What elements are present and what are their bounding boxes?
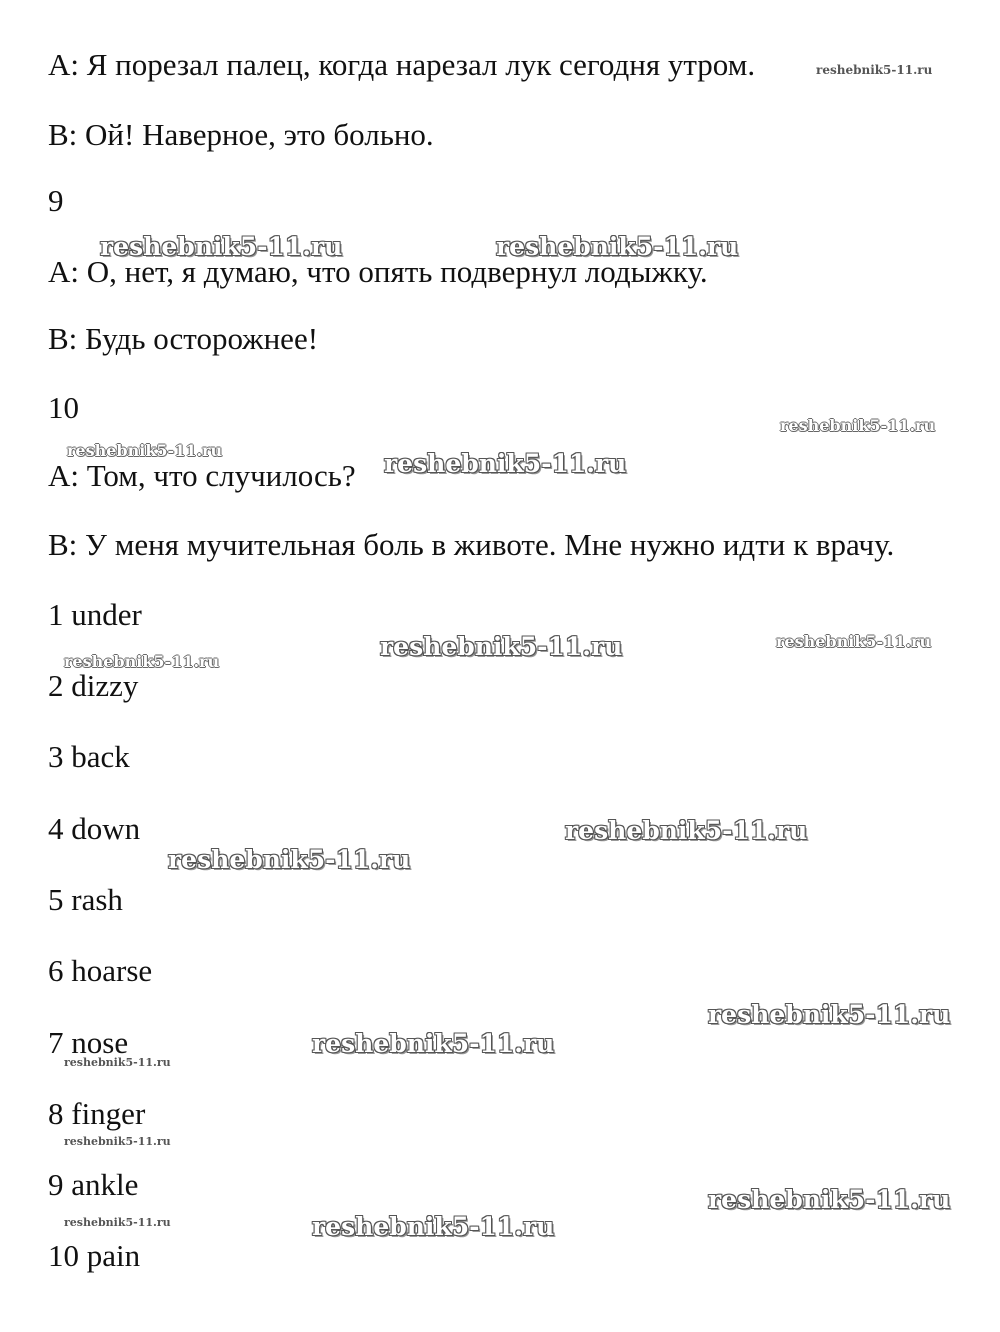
dialog-9-line-b: B: Будь осторожнее!: [48, 321, 319, 356]
dialog-10-line-a: A: Том, что случилось?: [48, 458, 356, 493]
watermark: reshebnik5-11.ru: [565, 816, 808, 845]
watermark: reshebnik5-11.ru: [776, 632, 932, 651]
watermark: reshebnik5-11.ru: [312, 1212, 555, 1241]
dialog-10-line-b: B: У меня мучительная боль в животе. Мне нужно идти к врачу.: [48, 527, 895, 562]
watermark: reshebnik5-11.ru: [708, 1000, 951, 1029]
watermark: reshebnik5-11.ru: [708, 1185, 951, 1214]
answer-item: 7 nose: [48, 1025, 129, 1060]
answer-item: 6 hoarse: [48, 953, 153, 988]
dialog-8-line-a: A: Я порезал палец, когда нарезал лук сегодня утром.: [48, 47, 756, 82]
watermark: reshebnik5-11.ru: [100, 232, 343, 261]
answer-item: 5 rash: [48, 882, 123, 917]
watermark: reshebnik5-11.ru: [312, 1029, 555, 1058]
watermark: reshebnik5-11.ru: [380, 632, 623, 661]
answer-item: 10 pain: [48, 1238, 141, 1273]
watermark: reshebnik5-11.ru: [64, 1216, 171, 1229]
watermark-inline: reshebnik5-11.ru: [816, 63, 933, 77]
answer-item: 9 ankle: [48, 1167, 139, 1202]
dialog-10-number: 10: [48, 390, 79, 425]
dialog-8-line-b: B: Ой! Наверное, это больно.: [48, 117, 434, 152]
watermark: reshebnik5-11.ru: [168, 845, 411, 874]
watermark: reshebnik5-11.ru: [64, 1135, 171, 1148]
watermark: reshebnik5-11.ru: [64, 652, 220, 671]
answer-item: 2 dizzy: [48, 668, 139, 703]
watermark: reshebnik5-11.ru: [384, 449, 627, 478]
watermark: reshebnik5-11.ru: [64, 1056, 171, 1069]
dialog-9-number: 9: [48, 183, 64, 218]
answer-item: 3 back: [48, 739, 130, 774]
watermark: reshebnik5-11.ru: [496, 232, 739, 261]
watermark: reshebnik5-11.ru: [67, 441, 223, 460]
answer-item: 1 under: [48, 597, 142, 632]
answer-item: 4 down: [48, 811, 141, 846]
dialog-9-line-a: A: О, нет, я думаю, что опять подвернул лодыжку.: [48, 254, 708, 289]
watermark: reshebnik5-11.ru: [780, 416, 936, 435]
answer-item: 8 finger: [48, 1096, 146, 1131]
